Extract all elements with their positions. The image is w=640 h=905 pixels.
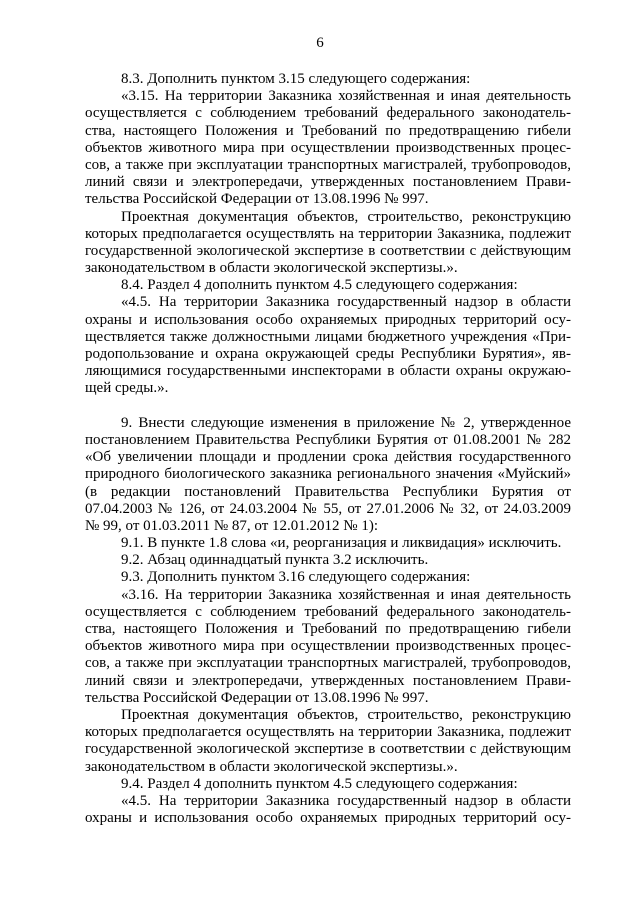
text-line: сов, а также при эксплуатации транспортных магистралей, трубопроводов, — [85, 655, 571, 672]
text-line: ства, настоящего Положения и Требований по предотвращению гибели — [85, 122, 571, 139]
text-line: (в редакции постановлений Правительства Республики Бурятия от — [85, 483, 571, 500]
text-line: тельства Российской Федерации от 13.08.1996 № 997. — [85, 191, 429, 208]
text-line: Проектная документация объектов, строительство, реконструкцию — [121, 706, 571, 723]
text-line: 9.4. Раздел 4 дополнить пунктом 4.5 следующего содержания: — [121, 775, 518, 792]
text-line: 07.04.2003 № 126, от 24.03.2004 № 55, от 27.01.2006 № 32, от 24.03.2009 — [85, 500, 571, 517]
text-line: родопользование и охрана окружающей среды Республики Бурятия», яв- — [85, 346, 571, 362]
text-line: Проектная документация объектов, строительство, реконструкцию — [121, 208, 571, 225]
text-line: объектов животного мира при осуществлении производственных процес- — [85, 638, 571, 655]
text-line: тельства Российской Федерации от 13.08.1996 № 997. — [85, 689, 429, 706]
text-line: ства, настоящего Положения и Требований по предотвращению гибели — [85, 621, 571, 637]
text-line: законодательством в области экологической экспертизы.». — [85, 260, 458, 277]
text-line: линий связи и электропередачи, утвержденных постановлением Прави- — [85, 672, 571, 689]
text-line: 9. Внести следующие изменения в приложение № 2, утвержденное — [121, 414, 571, 431]
paragraph-gap — [85, 398, 571, 415]
body-text — [85, 71, 571, 827]
text-line: «3.16. На территории Заказника хозяйственная и иная деятельность — [121, 586, 571, 603]
text-line: 9.3. Дополнить пунктом 3.16 следующего содержания: — [121, 569, 471, 586]
text-line: № 99, от 01.03.2011 № 87, от 12.01.2012 № 1): — [85, 517, 379, 534]
text-line: государственной экологической экспертизе в соответствии с действующим — [85, 242, 571, 259]
text-line: 9.1. В пункте 1.8 слова «и, реорганизация и ликвидация» исключить. — [121, 535, 562, 552]
text-line: 9.2. Абзац одиннадцатый пункта 3.2 исключить. — [121, 552, 429, 569]
text-line: «3.15. На территории Заказника хозяйственная и иная деятельность — [121, 88, 571, 105]
text-line: охраны и использования особо охраняемых природных территорий осу- — [85, 810, 571, 827]
text-line: законодательством в области экологической экспертизы.». — [85, 758, 458, 775]
text-line: щей среды.». — [85, 380, 169, 397]
text-line: 8.4. Раздел 4 дополнить пунктом 4.5 следующего содержания: — [121, 277, 518, 294]
text-line: линий связи и электропередачи, утвержденных постановлением Прави- — [85, 174, 571, 191]
text-line: «4.5. На территории Заказника государственный надзор в области — [121, 294, 571, 311]
text-line: осуществляется с соблюдением требований федерального законодатель- — [85, 603, 571, 620]
text-line: которых предполагается осуществлять на территории Заказника, подлежит — [85, 724, 571, 741]
text-line: постановлением Правительства Республики Бурятия от 01.08.2001 № 282 — [85, 431, 571, 448]
text-line: осуществляется с соблюдением требований федерального законодатель- — [85, 105, 571, 122]
text-line: природного биологического заказника регионального значения «Муйский» — [85, 466, 571, 483]
text-line: «4.5. На территории Заказника государственный надзор в области — [121, 792, 571, 809]
page-number: 6 — [316, 35, 324, 51]
text-line: ляющимися государственными инспекторами в области охраны окружаю- — [85, 363, 571, 380]
text-line: «Об увеличении площади и продлении срока действия государственного — [85, 449, 571, 466]
text-line: которых предполагается осуществлять на территории Заказника, подлежит — [85, 225, 571, 242]
text-line: государственной экологической экспертизе в соответствии с действующим — [85, 741, 571, 758]
text-line: ществляется также должностными лицами бюджетного учреждения «При- — [85, 328, 571, 345]
text-line: охраны и использования особо охраняемых природных территорий осу- — [85, 311, 571, 328]
text-line: объектов животного мира при осуществлении производственных процес- — [85, 139, 571, 156]
text-line: 8.3. Дополнить пунктом 3.15 следующего содержания: — [121, 71, 471, 87]
text-line: сов, а также при эксплуатации транспортных магистралей, трубопроводов, — [85, 156, 571, 173]
